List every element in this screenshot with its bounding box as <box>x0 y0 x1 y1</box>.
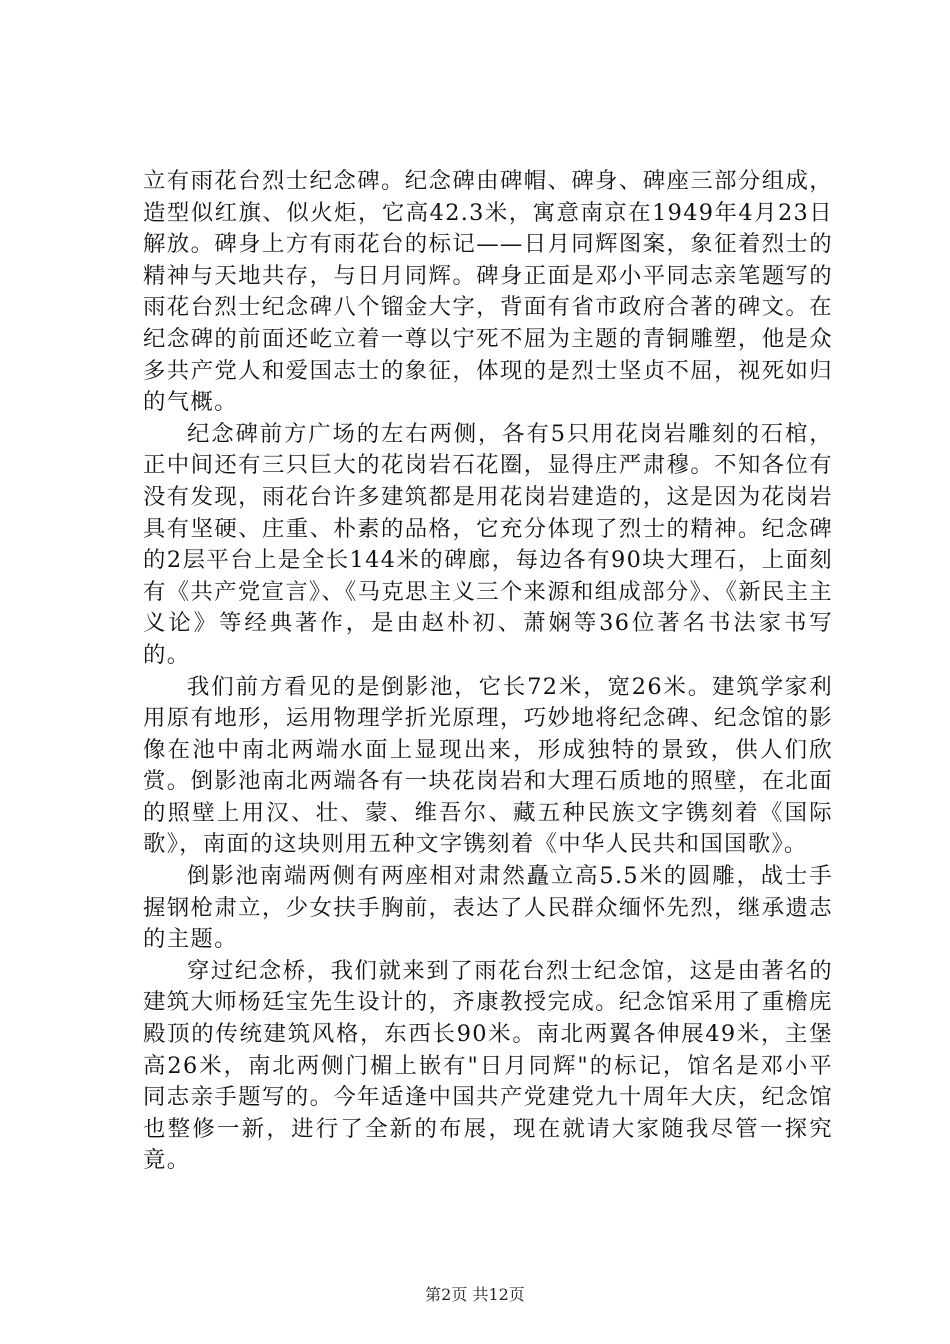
paragraph-square: 纪念碑前方广场的左右两侧，各有5只用花岗岩雕刻的石棺，正中间还有三只巨大的花岗岩石花圈，显得庄严肃穆。不知各位有没有发现，雨花台许多建筑都是用花岗岩建造的，这是因为花岗岩具有坚硬、庄重、朴素的品格，它充分体现了烈士的精神。纪念碑的2层平台上是全长144米的碑廊，每边各有90块大理石，上面刻有《共产党宣言》、《马克思主义三个来源和组成部分》、《新民主主义论》等经典著作，是由赵朴初、萧娴等36位著名书法家书写的。 <box>143 420 833 668</box>
paragraph-monument: 立有雨花台烈士纪念碑。纪念碑由碑帽、碑身、碑座三部分组成，造型似红旗、似火炬，它高42.3米，寓意南京在1949年4月23日解放。碑身上方有雨花台的标记——日月同辉图案，象征着烈士的精神与天地共存，与日月同辉。碑身正面是邓小平同志亲笔题写的雨花台烈士纪念碑八个镏金大字，背面有省市政府合著的碑文。在纪念碑的前面还屹立着一尊以宁死不屈为主题的青铜雕塑，他是众多共产党人和爱国志士的象征，体现的是烈士坚贞不屈，视死如归的气概。 <box>143 168 833 416</box>
paragraph-reflection-pool: 我们前方看见的是倒影池，它长72米，宽26米。建筑学家利用原有地形，运用物理学折光原理，巧妙地将纪念碑、纪念馆的影像在池中南北两端水面上显现出来，形成独特的景致，供人们欣赏。倒影池南北两端各有一块花岗岩和大理石质地的照壁，在北面的照壁上用汉、壮、蒙、维吾尔、藏五种民族文字镌刻着《国际歌》，南面的这块则用五种文字镌刻着《中华人民共和国国歌》。 <box>143 673 833 858</box>
document-body <box>143 166 833 1177</box>
paragraph-sculptures: 倒影池南端两侧有两座相对肃然矗立高5.5米的圆雕，战士手握钢枪肃立，少女扶手胸前，表达了人民群众缅怀先烈，继承遗志的主题。 <box>143 863 833 953</box>
paragraph-memorial-hall: 穿过纪念桥，我们就来到了雨花台烈士纪念馆，这是由著名的建筑大师杨廷宝先生设计的，齐康教授完成。纪念馆采用了重檐庑殿顶的传统建筑风格，东西长90米。南北两翼各伸展49米，主堡高26米，南北两侧门楣上嵌有"日月同辉"的标记，馆名是邓小平同志亲手题写的。今年适逢中国共产党建党九十周年大庆，纪念馆也整修一新，进行了全新的布展，现在就请大家随我尽管一探究竟。 <box>143 957 833 1174</box>
page-footer: 第2页 共12页 <box>425 1285 525 1304</box>
